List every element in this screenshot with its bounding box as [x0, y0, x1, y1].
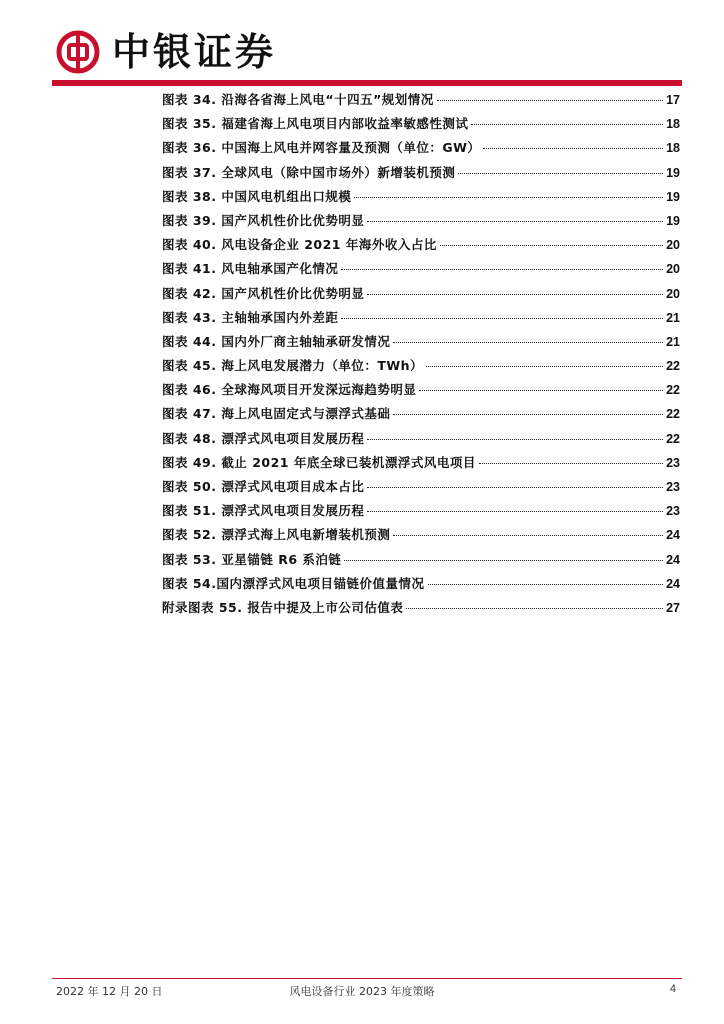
toc-entry-label: 图表 51. 漂浮式风电项目发展历程 — [162, 503, 365, 519]
dot-leader — [393, 342, 663, 343]
toc-entry-page: 23 — [666, 480, 680, 494]
dot-leader — [471, 124, 663, 125]
toc-entry-label: 图表 48. 漂浮式风电项目发展历程 — [162, 430, 365, 446]
toc-entry-page: 24 — [666, 576, 680, 591]
toc-entry-label: 图表 44. 国内外厂商主轴轴承研发情况 — [162, 333, 391, 349]
toc-entry[interactable] — [162, 306, 680, 330]
toc-entry-page: 20 — [666, 238, 680, 253]
toc-entry-page: 19 — [666, 165, 680, 180]
toc-entry[interactable] — [162, 185, 680, 209]
toc-entry-page: 20 — [666, 262, 680, 277]
dot-leader — [406, 608, 663, 609]
toc-entry[interactable] — [162, 136, 680, 160]
toc-entry-page: 23 — [666, 455, 680, 470]
toc-entry-page: 19 — [666, 189, 680, 204]
dot-leader — [341, 269, 663, 270]
footer-divider — [52, 978, 682, 979]
figure-list — [162, 88, 680, 620]
dot-leader — [367, 511, 663, 512]
dot-leader — [367, 294, 663, 295]
dot-leader — [367, 221, 663, 222]
toc-entry-page: 21 — [666, 310, 680, 325]
toc-entry-page: 22 — [666, 359, 680, 374]
toc-entry[interactable] — [162, 402, 680, 426]
dot-leader — [354, 197, 663, 198]
toc-entry-label: 图表 46. 全球海风项目开发深远海趋势明显 — [162, 382, 417, 398]
toc-entry-label: 图表 43. 主轴轴承国内外差距 — [162, 309, 339, 325]
toc-entry-label: 附录图表 55. 报告中提及上市公司估值表 — [162, 599, 404, 615]
bank-of-china-logo-icon — [56, 30, 100, 74]
toc-entry-label: 图表 52. 漂浮式海上风电新增装机预测 — [162, 527, 391, 543]
dot-leader — [458, 173, 663, 174]
toc-entry-page: 24 — [666, 552, 680, 567]
dot-leader — [426, 366, 663, 367]
toc-entry-label: 图表 53. 亚星锚链 R6 系泊链 — [162, 551, 342, 567]
toc-entry[interactable] — [162, 427, 680, 451]
dot-leader — [479, 463, 663, 464]
toc-entry-page: 18 — [666, 117, 680, 132]
toc-entry-label: 图表 37. 全球风电（除中国市场外）新增装机预测 — [162, 164, 456, 180]
page-number: 4 — [669, 983, 676, 995]
toc-entry-page: 27 — [666, 600, 680, 615]
dot-leader — [367, 487, 663, 488]
toc-entry[interactable] — [162, 88, 680, 112]
dot-leader — [440, 245, 663, 246]
toc-entry-page: 17 — [666, 93, 680, 107]
toc-entry[interactable] — [162, 523, 680, 547]
toc-entry-page: 22 — [666, 383, 680, 398]
toc-entry-page: 22 — [666, 407, 680, 422]
toc-entry[interactable] — [162, 161, 680, 185]
toc-entry[interactable] — [162, 354, 680, 378]
dot-leader — [437, 100, 663, 101]
toc-entry[interactable] — [162, 330, 680, 354]
toc-entry-label: 图表 38. 中国风电机组出口规模 — [162, 188, 352, 204]
toc-entry[interactable] — [162, 548, 680, 572]
brand-name: 中银证券 — [112, 29, 277, 74]
toc-entry-label: 图表 45. 海上风电发展潜力（单位：TWh） — [162, 358, 424, 374]
toc-entry-label: 图表 34. 沿海各省海上风电“十四五”规划情况 — [162, 92, 434, 107]
header-divider — [52, 80, 682, 86]
toc-entry-page: 20 — [666, 286, 680, 301]
toc-entry[interactable] — [162, 209, 680, 233]
dot-leader — [393, 535, 663, 536]
dot-leader — [393, 414, 663, 415]
toc-entry[interactable] — [162, 112, 680, 136]
toc-entry[interactable] — [162, 572, 680, 596]
toc-entry-label: 图表 39. 国产风机性价比优势明显 — [162, 212, 365, 228]
toc-entry[interactable] — [162, 499, 680, 523]
toc-entry-label: 图表 42. 国产风机性价比优势明显 — [162, 285, 365, 301]
toc-entry-page: 21 — [666, 334, 680, 349]
toc-entry-label: 图表 41. 风电轴承国产化情况 — [162, 261, 339, 277]
toc-entry-page: 23 — [666, 504, 680, 519]
toc-entry-page: 24 — [666, 528, 680, 543]
toc-entry-label: 图表 40. 风电设备企业 2021 年海外收入占比 — [162, 237, 437, 253]
footer-document-title: 风电设备行业 2023 年度策略 — [289, 985, 435, 998]
dot-leader — [483, 148, 663, 149]
footer-date: 2022 年 12 月 20 日 — [56, 985, 163, 998]
toc-entry[interactable] — [162, 257, 680, 281]
toc-entry-page: 22 — [666, 431, 680, 446]
dot-leader — [344, 560, 663, 561]
toc-entry[interactable] — [162, 282, 680, 306]
toc-entry-label: 图表 36. 中国海上风电并网容量及预测（单位：GW） — [162, 140, 481, 156]
toc-entry-page: 18 — [666, 141, 680, 156]
page-header — [52, 26, 682, 80]
toc-entry-label: 图表 54.国内漂浮式风电项目锚链价值量情况 — [162, 575, 425, 591]
dot-leader — [367, 439, 663, 440]
toc-entry-label: 图表 50. 漂浮式风电项目成本占比 — [162, 479, 365, 494]
toc-entry[interactable] — [162, 451, 680, 475]
toc-entry[interactable] — [162, 378, 680, 402]
dot-leader — [341, 318, 663, 319]
toc-entry[interactable] — [162, 475, 680, 499]
dot-leader — [419, 390, 663, 391]
toc-entry-label: 图表 35. 福建省海上风电项目内部收益率敏感性测试 — [162, 116, 469, 132]
toc-entry-page: 19 — [666, 213, 680, 228]
dot-leader — [428, 584, 664, 585]
toc-entry[interactable] — [162, 233, 680, 257]
toc-entry-label: 图表 49. 截止 2021 年底全球已装机漂浮式风电项目 — [162, 454, 476, 470]
toc-entry-label: 图表 47. 海上风电固定式与漂浮式基础 — [162, 406, 391, 422]
toc-entry[interactable] — [162, 596, 680, 620]
